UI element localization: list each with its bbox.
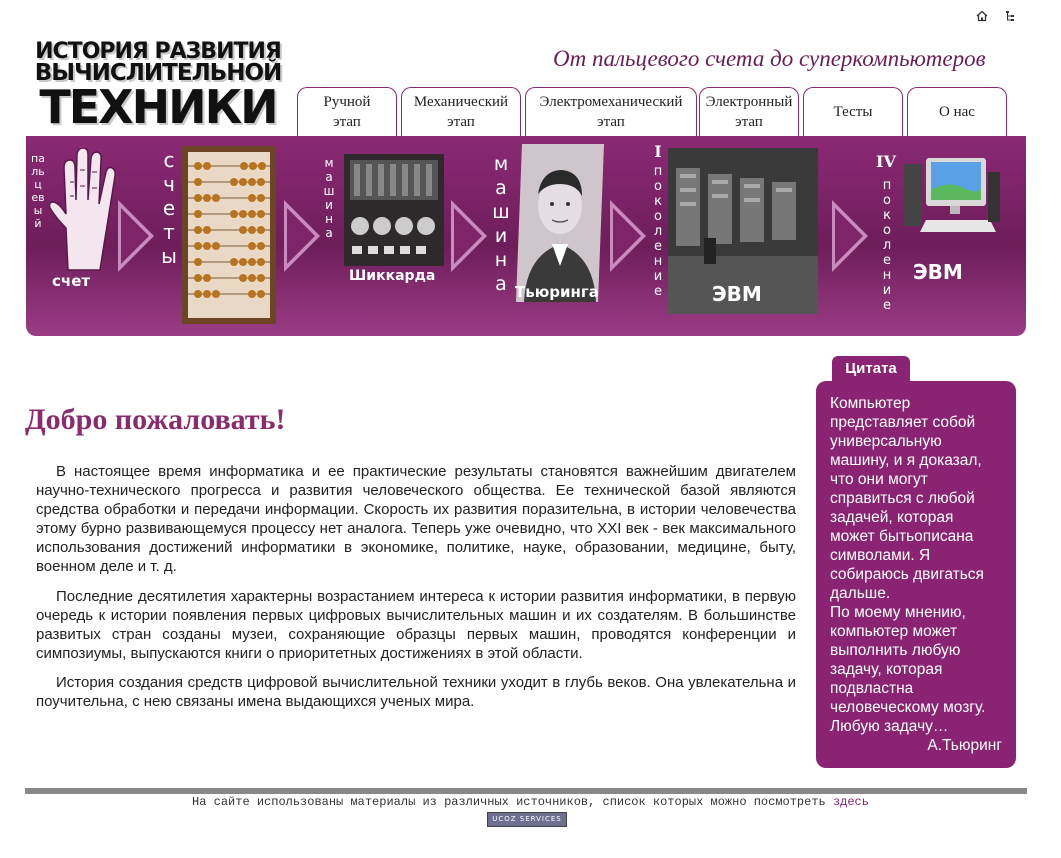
- tab-tests[interactable]: [803, 87, 903, 136]
- tab-label-line1: Электронный: [705, 94, 793, 110]
- site-logo[interactable]: [30, 40, 286, 132]
- footer-divider: [25, 788, 1027, 794]
- quote-author: А.Тьюринг: [927, 737, 1002, 754]
- quote-box: [816, 381, 1016, 768]
- banner-gen1-numeral: I: [654, 142, 662, 161]
- banner-turing-label: Тьюринга: [515, 283, 599, 301]
- arrow-right-icon: [284, 200, 320, 272]
- tab-label-line1: Ручной: [323, 94, 371, 110]
- banner-gen4-numeral: IV: [876, 152, 896, 171]
- tab-mechanical-stage[interactable]: [401, 87, 521, 136]
- banner-gen4-label: ЭВМ: [913, 260, 963, 284]
- abacus-icon: [182, 146, 276, 329]
- footer-text: [0, 795, 1061, 809]
- arrow-right-icon: [610, 200, 646, 272]
- banner-schickard-label: Шиккарда: [349, 268, 436, 284]
- arrow-right-icon: [832, 200, 868, 272]
- tab-label-line1: Механический: [413, 94, 509, 110]
- quote-tab: Цитата: [832, 356, 910, 382]
- intro-paragraph-2: Последние десятилетия характерны возрастанием интереса к истории развития информатики, в первую очередь к истории появления первых цифровых вычислительных машин и их создателям. В большинстве развитых стран созданы музеи, сохраняющие образцы первых машин, проводятся конференции и симпозиумы, выпускаются книги о приоритетных достижениях в этой области.: [36, 588, 796, 662]
- logo-line-3: ТЕХНИКИ: [39, 80, 277, 134]
- home-icon[interactable]: [975, 10, 989, 24]
- history-banner: [26, 136, 1026, 336]
- banner-finger-label: счет: [52, 272, 91, 290]
- hand-icon: [46, 148, 120, 279]
- tab-label-line2: этап: [735, 114, 763, 130]
- tab-label-line1: О нас: [939, 104, 975, 120]
- desktop-pc-icon: [904, 150, 1000, 247]
- intro-paragraph-1: В настоящее время информатика и ее практические результаты становятся важнейшим двигателем научно-технического прогресса и развития человеческого общества. Ее технической базой являются средства обработки и передачи информации. Скорость их развития поразительна, в истории человечества этому бурно развивающемуся процессу нет аналога. Теперь уже очевидно, что XXI век - век максимального использования достижений информатики в экономике, политике, науке, образовании, медицине, быту, военном деле и т. д.: [36, 463, 796, 575]
- schickard-machine-icon: [344, 150, 444, 273]
- tab-label-line2: этап: [333, 114, 361, 130]
- tab-label-line2: этап: [447, 114, 475, 130]
- intro-paragraph-3: История создания средств цифровой вычислительной техники уходит в глубь веков. Она увлекательна и поучительна, с нею связаны имена выдающихся ученых мира.: [36, 674, 796, 710]
- arrow-right-icon: [118, 200, 154, 272]
- sitemap-icon[interactable]: [1004, 10, 1018, 24]
- page-title: Добро пожаловать!: [25, 403, 286, 436]
- tab-electronic-stage[interactable]: [699, 87, 799, 136]
- tab-label-line1: Электромеханический: [539, 94, 683, 110]
- banner-schickard-vertical: машина: [323, 156, 335, 240]
- banner-finger-vertical: пальцевый: [31, 152, 45, 230]
- logo-line-1: ИСТОРИЯ РАЗВИТИЯ: [35, 39, 281, 64]
- tab-electromechanical-stage[interactable]: [525, 87, 697, 136]
- tab-label-line2: этап: [597, 114, 625, 130]
- logo-line-2: ВЫЧИСЛИТЕЛЬНОЙ: [34, 60, 282, 86]
- ucoz-badge[interactable]: UCOZ SERVICES: [487, 812, 567, 827]
- tab-manual-stage[interactable]: [297, 87, 397, 136]
- banner-gen4-vertical: поколение: [882, 178, 892, 313]
- banner-gen1-label: ЭВМ: [712, 282, 762, 306]
- tab-label-line1: Тесты: [833, 104, 873, 120]
- footer-sources-text: На сайте использованы материалы из различных источников, список которых можно посмотреть: [192, 795, 833, 809]
- quote-text-2: По моему мнению, компьютер может выполнить любую задачу, которая подвластна человеческому мозгу. Любую задачу…: [830, 604, 986, 735]
- banner-gen1-vertical: поколение: [653, 164, 663, 299]
- site-slogan: От пальцевого счета до суперкомпьютеров: [553, 46, 986, 71]
- banner-abacus-vertical: счеты: [161, 148, 177, 268]
- quote-text-1: Компьютер представляет собой универсальную машину, и я доказал, что они могут справиться с любой задачей, которая может бытьописана символами. Я собираюсь двигаться дальше.: [830, 395, 984, 602]
- banner-turing-vertical: машина: [492, 153, 510, 295]
- tab-about[interactable]: [907, 87, 1007, 136]
- footer-sources-link[interactable]: здесь: [832, 795, 869, 809]
- arrow-right-icon: [451, 200, 487, 272]
